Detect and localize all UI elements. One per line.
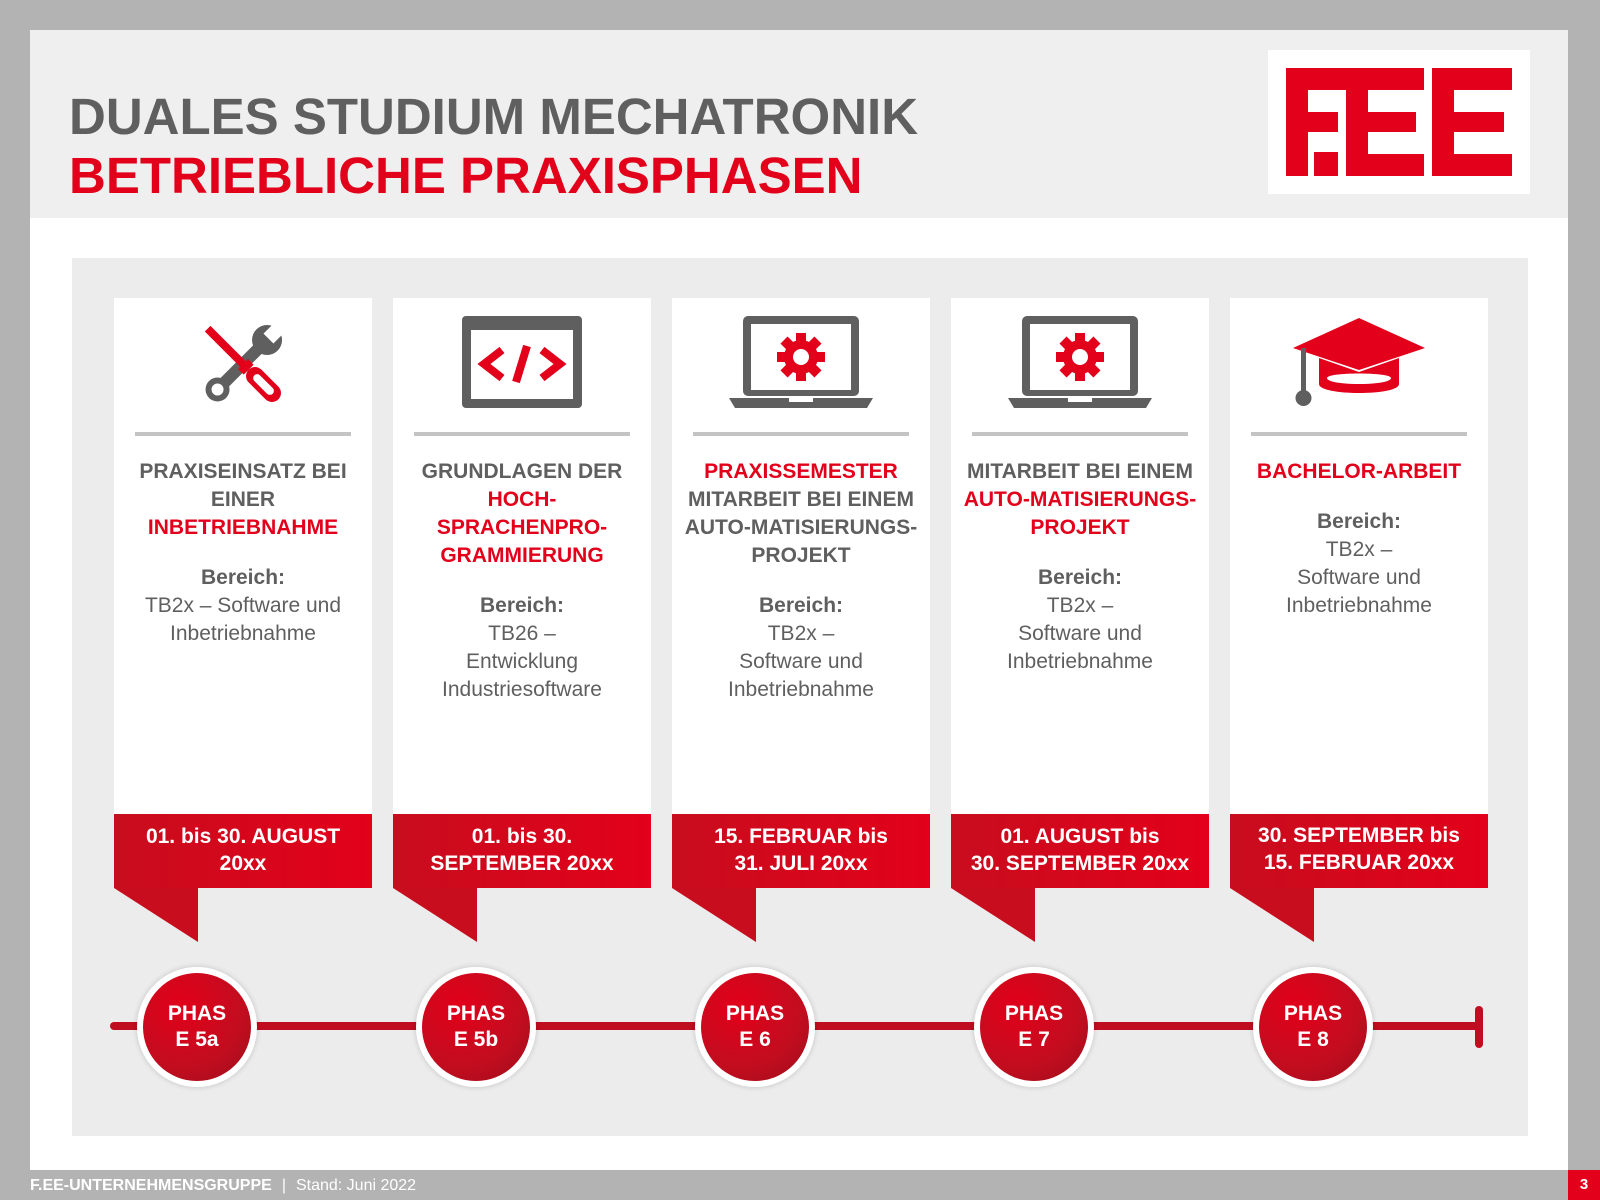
heading-red: BACHELOR-ARBEIT [1256, 460, 1462, 483]
date-line: SEPTEMBER 20xx [430, 852, 614, 875]
heading-red: HOCH-SPRACHENPRO-GRAMMIERUNG [436, 488, 608, 567]
card-divider [414, 432, 630, 436]
bereich-line: Software und [1297, 566, 1421, 589]
phase-marker-6 [695, 967, 815, 1087]
card-text [961, 458, 1199, 676]
heading-gray: PRAXISEINSATZ BEI EINER [139, 460, 347, 511]
bereich-line: Inbetriebnahme [728, 678, 874, 701]
phase-card-5a [114, 298, 372, 818]
bereich-line: Inbetriebnahme [1286, 594, 1432, 617]
page-subtitle: BETRIEBLICHE PRAXISPHASEN [69, 147, 863, 204]
heading-red: AUTO-MATISIERUNGS-PROJEKT [963, 488, 1197, 539]
footer-text [30, 1177, 416, 1195]
bereich-label: Bereich: [200, 566, 286, 589]
bereich-text [403, 620, 641, 704]
flag-tail [672, 888, 756, 942]
fee-logo-graphic [1286, 68, 1512, 176]
phase-marker-8 [1253, 967, 1373, 1087]
flag-tail [114, 888, 198, 942]
phase-label: PHASE 6 [725, 1002, 785, 1051]
company-logo [1268, 50, 1530, 194]
date-line: 20xx [219, 852, 267, 875]
page-number: 3 [1568, 1170, 1600, 1200]
date-text [114, 823, 372, 877]
bereich-line: Inbetriebnahme [170, 622, 316, 645]
bereich-text [961, 592, 1199, 676]
tools-icon [114, 314, 372, 414]
footer-stand: Stand: Juni 2022 [295, 1177, 417, 1194]
footer [0, 1170, 1600, 1200]
graduation-cap-icon [1230, 314, 1488, 414]
date-text [951, 823, 1209, 877]
date-flag-5a [114, 814, 372, 888]
bereich-line: TB2x – Software und [144, 594, 342, 617]
card-heading [1240, 458, 1478, 486]
heading-gray: MITARBEIT BEI EINEM AUTO-MATISIERUNGS-PROJEKT [684, 488, 918, 567]
laptop-gear-icon [951, 314, 1209, 414]
phase-marker-5a [137, 967, 257, 1087]
bereich-line: TB2x – [1325, 538, 1393, 561]
date-line: 30. SEPTEMBER bis [1258, 824, 1460, 847]
code-window-icon [393, 314, 651, 414]
heading-gray: GRUNDLAGEN DER [421, 460, 623, 483]
card-text [1240, 458, 1478, 620]
date-flag-6 [672, 814, 930, 888]
bereich-line: Industriesoftware [442, 678, 602, 701]
bereich-label: Bereich: [758, 594, 844, 617]
date-line: 31. JULI 20xx [734, 852, 868, 875]
phase-label: PHASE 5b [446, 1002, 506, 1051]
date-line: 01. bis 30. [471, 825, 573, 848]
date-flag-7 [951, 814, 1209, 888]
footer-separator: | [281, 1177, 286, 1194]
bereich-text [682, 620, 920, 704]
card-heading [124, 458, 362, 542]
bereich-label: Bereich: [1037, 566, 1123, 589]
date-text [393, 823, 651, 877]
bereich-label: Bereich: [479, 594, 565, 617]
bereich-text [124, 592, 362, 648]
card-divider [693, 432, 909, 436]
phase-card-6 [672, 298, 930, 818]
bereich-label: Bereich: [1316, 510, 1402, 533]
flag-tail [951, 888, 1035, 942]
laptop-gear-icon [672, 314, 930, 414]
bereich-text [1240, 536, 1478, 620]
flag-tail [393, 888, 477, 942]
card-text [403, 458, 641, 704]
heading-gray: MITARBEIT BEI EINEM [967, 460, 1193, 483]
heading-red: INBETRIEBNAHME [147, 516, 339, 539]
phase-marker-7 [974, 967, 1094, 1087]
date-line: 01. bis 30. AUGUST [145, 825, 341, 848]
bereich-line: TB2x – [1046, 594, 1114, 617]
date-line: 15. FEBRUAR 20xx [1263, 851, 1455, 874]
phase-card-8 [1230, 298, 1488, 818]
card-divider [972, 432, 1188, 436]
card-heading [961, 458, 1199, 542]
phase-card-7 [951, 298, 1209, 818]
bereich-line: Inbetriebnahme [1007, 650, 1153, 673]
bereich-line: TB2x – [767, 622, 835, 645]
phase-label: PHASE 8 [1283, 1002, 1343, 1051]
footer-company: F.EE-UNTERNEHMENSGRUPPE [30, 1177, 272, 1194]
date-flag-8 [1230, 814, 1488, 888]
card-text [124, 458, 362, 648]
date-line: 30. SEPTEMBER 20xx [970, 852, 1190, 875]
timeline-end-cap [1475, 1006, 1483, 1048]
card-text [682, 458, 920, 704]
phase-label: PHASE 7 [1004, 1002, 1064, 1051]
date-text [1230, 822, 1488, 876]
date-line: 01. AUGUST bis [1000, 825, 1160, 848]
page-title: DUALES STUDIUM MECHATRONIK [69, 88, 919, 145]
flag-tail [1230, 888, 1314, 942]
date-text [672, 823, 930, 877]
date-line: 15. FEBRUAR bis [714, 825, 888, 848]
phase-card-5b [393, 298, 651, 818]
heading-red: PRAXISSEMESTER [704, 460, 898, 483]
card-divider [1251, 432, 1467, 436]
phase-label: PHASE 5a [167, 1002, 227, 1051]
date-flag-5b [393, 814, 651, 888]
card-divider [135, 432, 351, 436]
bereich-line: Software und [739, 650, 863, 673]
phase-marker-5b [416, 967, 536, 1087]
card-heading [682, 458, 920, 570]
card-heading [403, 458, 641, 570]
bereich-line: Entwicklung [465, 650, 579, 673]
bereich-line: Software und [1018, 622, 1142, 645]
bereich-line: TB26 – [488, 622, 556, 645]
